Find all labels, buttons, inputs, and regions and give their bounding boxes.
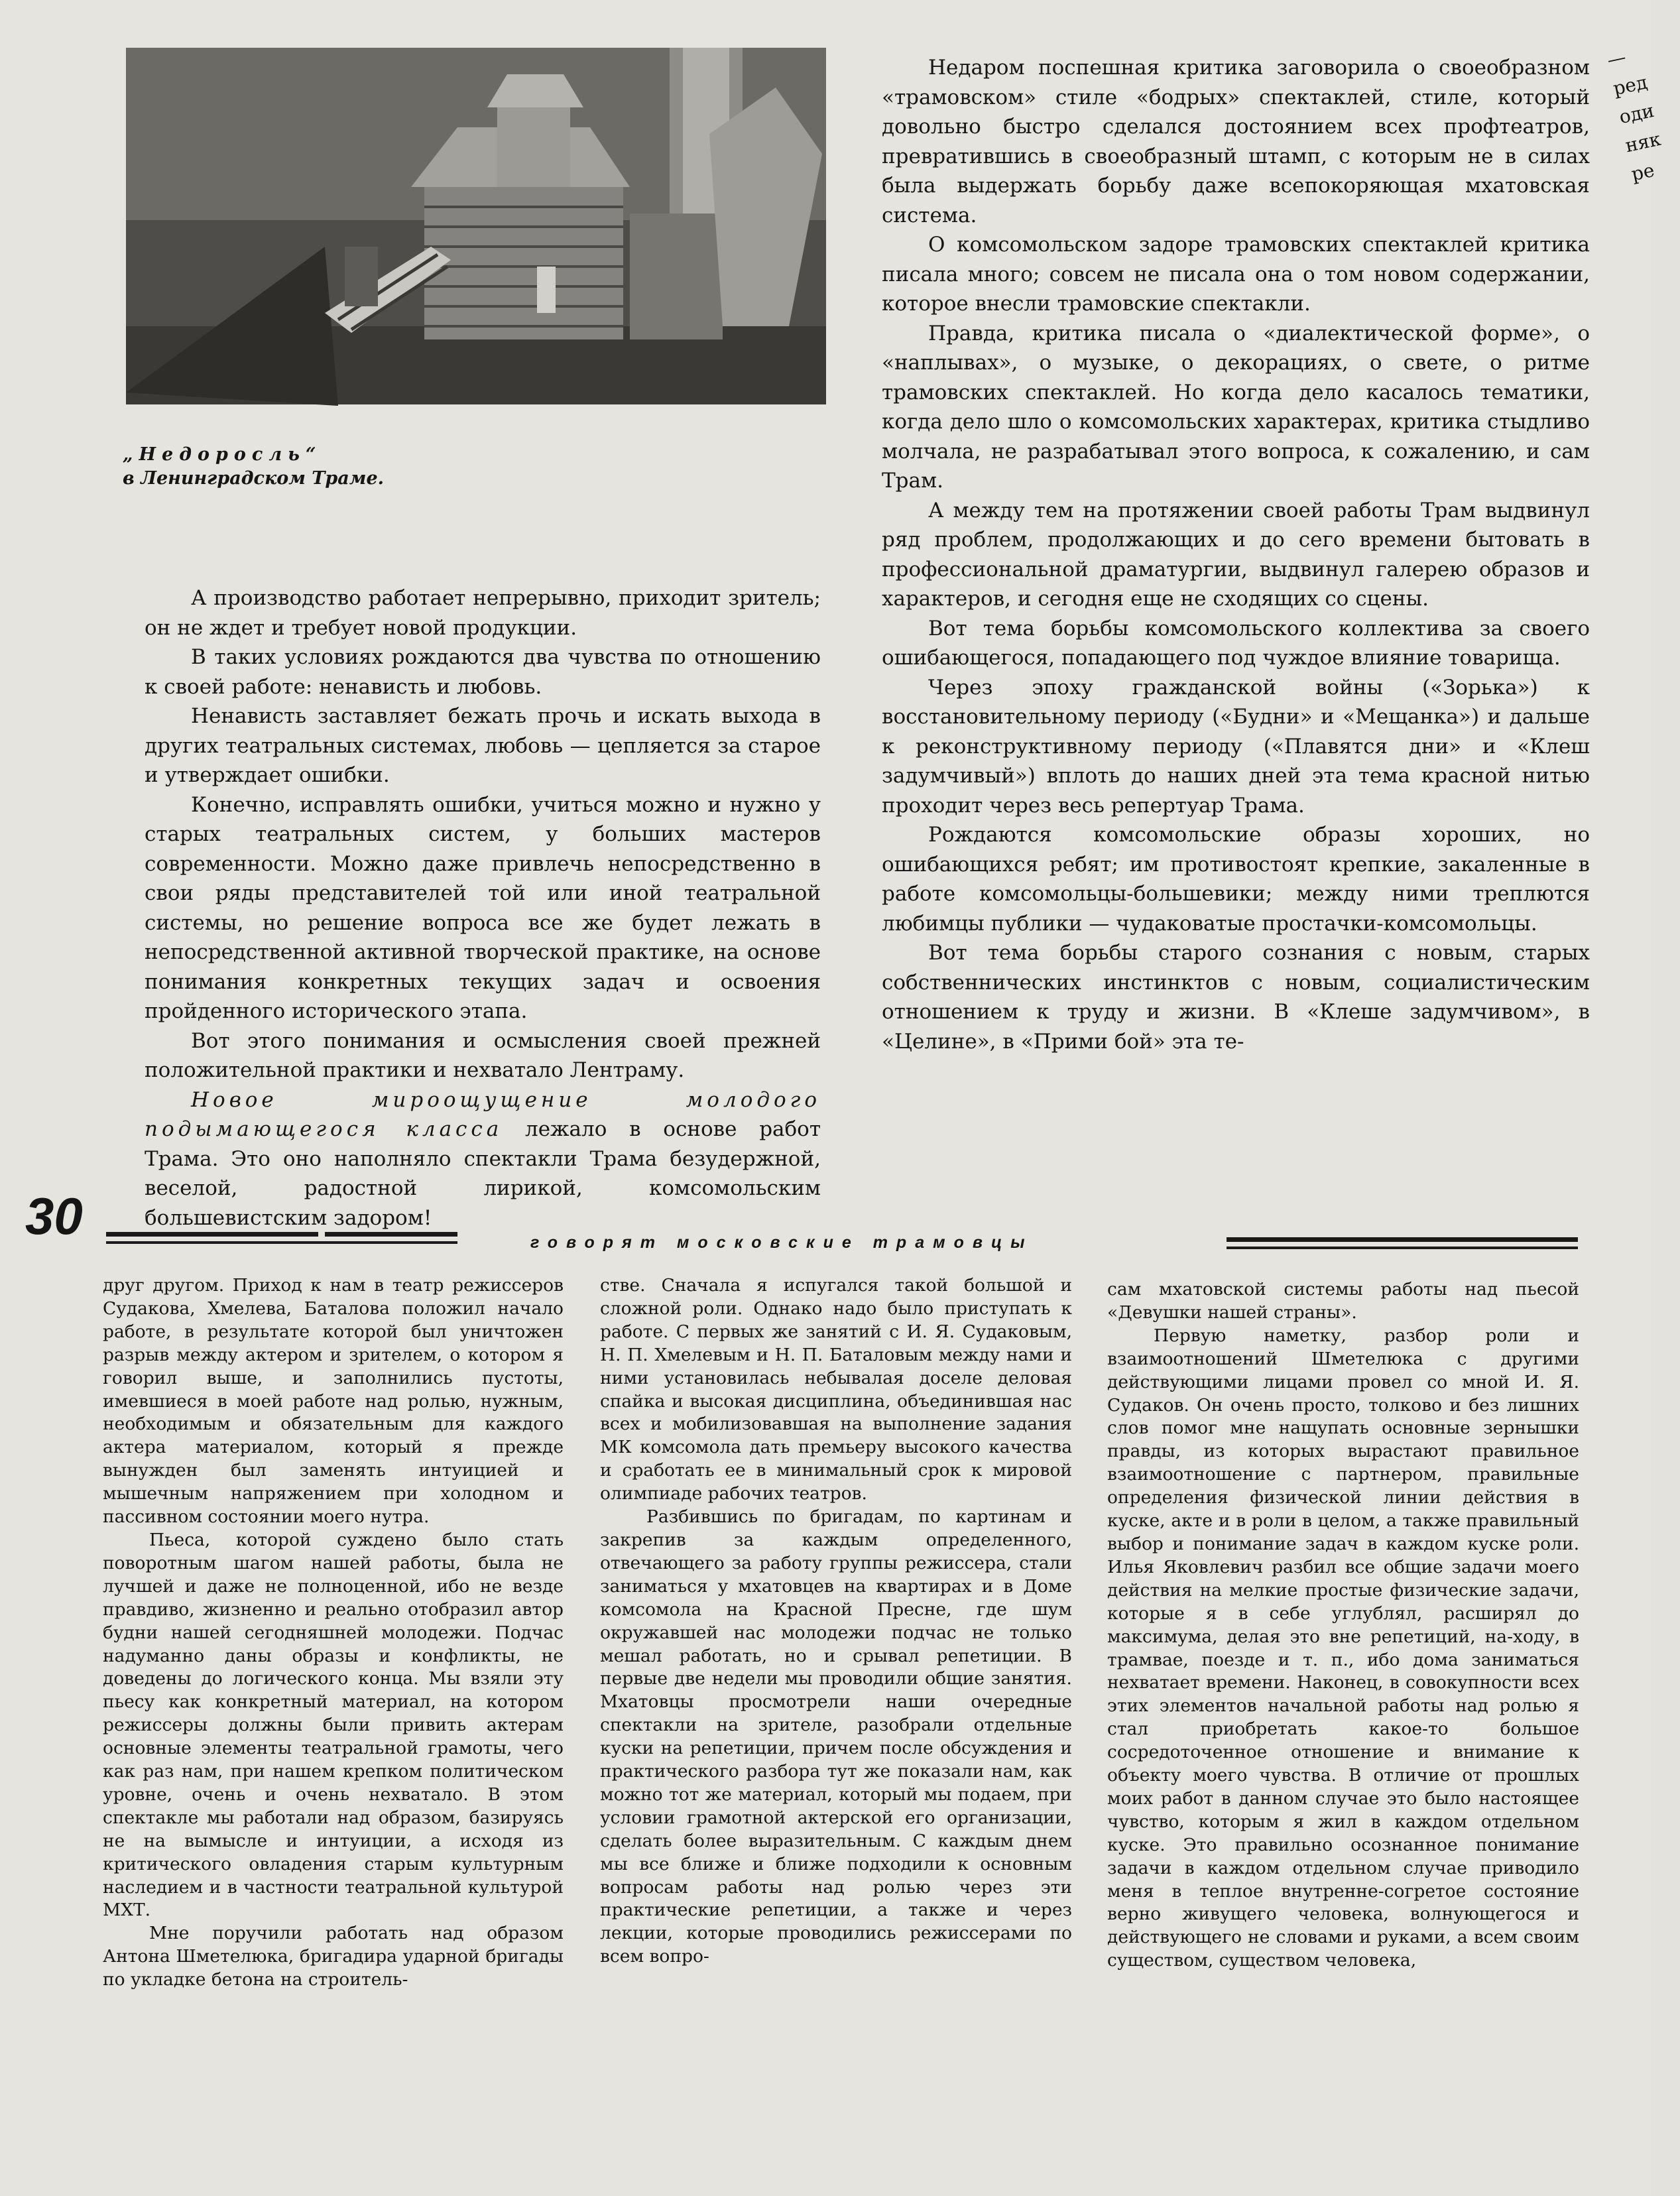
caption-subtitle: в Ленинградском Траме. bbox=[123, 468, 385, 489]
wooden-house-stage-set-image bbox=[126, 48, 826, 404]
article-right-column bbox=[882, 53, 1590, 1056]
caption-title: „Недоросль“ bbox=[123, 444, 322, 465]
divider-rule bbox=[1227, 1237, 1578, 1242]
paragraph: сам мхатовской системы работы над пьесой «Девушки нашей страны». bbox=[1107, 1279, 1579, 1323]
paragraph: А между тем на протяжении своей работы Трам выдвинул ряд проблем, продолжающих и до сего времени бытовать в профессиональной драматургии, выдвинул галерею образов и характеров, и сегодня еще не сходящих со сцены. bbox=[882, 498, 1590, 611]
paragraph: Правда, критика писала о «диалектической форме», о «наплывах», о музыке, о декорациях, о свете, о ритме трамовских спектаклей. Но когда дело касалось тематики, когда дело шло о комсомольских характерах, критика стыдливо молчала, не разрабатывал этого вопроса, к сожалению, и сам Трам. bbox=[882, 321, 1590, 493]
paragraph: Вот этого понимания и осмысления своей прежней положительной практики и нехватало Лентраму. bbox=[145, 1028, 821, 1082]
interview-column-2 bbox=[600, 1274, 1072, 1969]
spaced-emphasis: Новое мироощущение молодого подымающегося класса bbox=[145, 1087, 821, 1141]
interview-column-1 bbox=[103, 1274, 564, 1992]
article-left-column bbox=[145, 583, 821, 1233]
divider-rule bbox=[325, 1232, 457, 1237]
interview-column-3 bbox=[1107, 1278, 1579, 1973]
paragraph: стве. Сначала я испугался такой большой и сложной роли. Однако надо было приступать к работе. С первых же занятий с И. Я. Судаковым, Н. П. Хмелевым и Н. П. Баталовым между нами и ними установилась небывалая доселе деловая спайка и высокая дисциплина, объединившая нас всех и мобилизовавшая на выполнение задания МК комсомола дать премьеру высокого качества и сработать ее в минимальный срок к мировой олимпиаде рабочих театров. bbox=[600, 1275, 1072, 1504]
paragraph: Разбившись по бригадам, по картинам и закрепив за каждым определенного, отвечающего за работу группы режиссера, стали заниматься у мхатовцев на квартирах и в Доме комсомола на Красной Пресне, где шум окружавшей нас молодежи подчас не только мешал работать, но и срывал репетиции. В первые две недели мы проводили общие занятия. Мхатовцы просмотрели наши очередные спектакли на зрителе, разобрали отдельные куски на репетиции, причем после обсуждения и практического разбора тут же показали нам, как можно тот же материал, который мы подаем, при условии грамотной актерской его организации, сделать более выразительным. С каждым днем мы все ближе и ближе подходили к основным вопросам работы над ролью через эти практические репетиции, а также и через лекции, которые проводились режиссерами по всем вопро- bbox=[600, 1506, 1072, 1967]
paragraph: Ненависть заставляет бежать прочь и искать выхода в других театральных системах, любовь — цепляется за старое и утверждает ошибки. bbox=[145, 704, 821, 787]
paragraph: О комсомольском задоре трамовских спектаклей критика писала много; совсем не писала она о том новом содержании, которое внесли трамовские спектакли. bbox=[882, 233, 1590, 316]
photo-caption bbox=[123, 443, 587, 491]
paragraph: В таких условиях рождаются два чувства по отношению к своей работе: ненависть и любовь. bbox=[145, 645, 821, 699]
paragraph: Вот тема борьбы старого сознания с новым, старых собственнических инстинктов с новым, социалистическим отношением к труду и жизни. В «Клеше задумчивом», в «Целине», в «Прими бой» эта те- bbox=[882, 941, 1590, 1054]
paragraph: Конечно, исправлять ошибки, учиться можно и нужно у старых театральных систем, у больших мастеров современности. Можно даже привлечь непосредственно в свои ряды представителей той или иной театральной системы, но решение вопроса все же будет лежать в непосредственной активной творческой практике, на основе понимания конкретных текущих задач и освоения пройденного исторического этапа. bbox=[145, 792, 821, 1023]
section-heading: говорят московские трамовцы bbox=[530, 1233, 1034, 1252]
divider-rule bbox=[1227, 1247, 1578, 1249]
adjacent-page-fragment: — ред оди няк ре bbox=[1605, 46, 1663, 186]
paragraph: Недаром поспешная критика заговорила о своеобразном «трамовском» стиле «бодрых» спектаклей, стиле, который довольно быстро сделался достоянием всех профтеатров, превратившись в своеобразный штамп, с которым не в силах была выдержать борьбу даже всепокоряющая мхатовская система. bbox=[882, 56, 1590, 227]
paragraph-rest: лежало в основе работ Трама. Это оно наполняло спектакли Трама безудержной, веселой, радостной лирикой, комсомольским большевистским задором! bbox=[145, 1117, 821, 1230]
paragraph: Через эпоху гражданской войны («Зорька») к восстановительному периоду («Будни» и «Мещанка») и дальше к реконструктивному периоду («Плавятся дни» и «Клеш задумчивый») вплоть до наших дней эта тема красной нитью проходит через весь репертуар Трама. bbox=[882, 675, 1590, 818]
paragraph: друг другом. Приход к нам в театр режиссеров Судакова, Хмелева, Баталова положил начало работе, в результате которой был уничтожен разрыв между актером и зрителем, о котором я говорил выше, и заполнились пустоты, имевшиеся в моей работе над ролью, нужным, необходимым и обязательным для каждого актера материалом, который я прежде вынужден был заменять интуицией и мышечным напряжением при холодном и пассивном состоянии моего нутра. bbox=[103, 1275, 564, 1528]
paragraph: Первую наметку, разбор роли и взаимоотношений Шметелюка с другими действующими лицами провел со мной И. Я. Судаков. Он очень просто, толково и без лишних слов помог мне нащупать основные зернышки правды, из которых вырастают правильное взаимоотношение с партнером, правильные определения физической линии действия в куске, акте и в роли в целом, а также правильный выбор и понимание задач в каждом куске роли. Илья Яковлевич разбил все общие задачи моего действия на мелкие простые физические задачи, которые я в себе углублял, расширял до максимума, делая это вне репетиций, на-ходу, в трамвае, поезде и т. п., ибо дома заниматься нехватает времени. Наконец, в совокупности всех этих элементов начальной работы над ролью я стал приобретать какое-то большое сосредоточенное отношение и внимание к объекту моего чувства. В отличие от прошлых моих работ в данном случае это было настоящее чувство, которым я жил в каждом отдельном куске. Это правильно осознанное понимание задачи в каждом отдельном случае приводило меня в теплое внутренне-согретое состояние верно живущего человека, волнующегося и действующего не словами и руками, а всем своим существом, существом человека, bbox=[1107, 1325, 1579, 1971]
paragraph: Мне поручили работать над образом Антона Шметелюка, бригадира ударной бригады по укладке бетона на строитель- bbox=[103, 1923, 564, 1990]
paragraph: А производство работает непрерывно, приходит зритель; он не ждет и требует новой продукции. bbox=[145, 586, 821, 640]
divider-rule bbox=[106, 1241, 457, 1244]
theatre-set-photo bbox=[126, 48, 826, 404]
paragraph bbox=[145, 1085, 821, 1233]
paragraph: Вот тема борьбы комсомольского коллектива за своего ошибающегося, попадающего под чуждое влияние товарища. bbox=[882, 616, 1590, 670]
page-number: 30 bbox=[25, 1187, 83, 1245]
paragraph: Пьеса, которой суждено было стать поворотным шагом нашей работы, была не лучшей и даже не полноценной, ибо не везде правдиво, жизненно и реально отобразил автор будни нашей сегодняшней молодежи. Подчас надуманно даны образы и конфликты, не доведены до логического конца. Мы взяли эту пьесу как конкретный материал, на котором режиссеры должны были привить актерам основные элементы театральной грамоты, чего как раз нам, при нашем крепком политическом уровне, очень и очень нехватало. В этом спектакле мы работали над образом, базируясь не на вымысле и интуиции, а исходя из критического овладения старым культурным наследием и в частности театральной культурой МХТ. bbox=[103, 1529, 564, 1921]
paragraph: Рождаются комсомольские образы хороших, но ошибающихся ребят; им противостоят крепкие, закаленные в работе комсомольцы-большевики; между ними треплются любимцы публики — чудаковатые простачки-комсомольцы. bbox=[882, 823, 1590, 936]
divider-rule bbox=[106, 1232, 318, 1237]
